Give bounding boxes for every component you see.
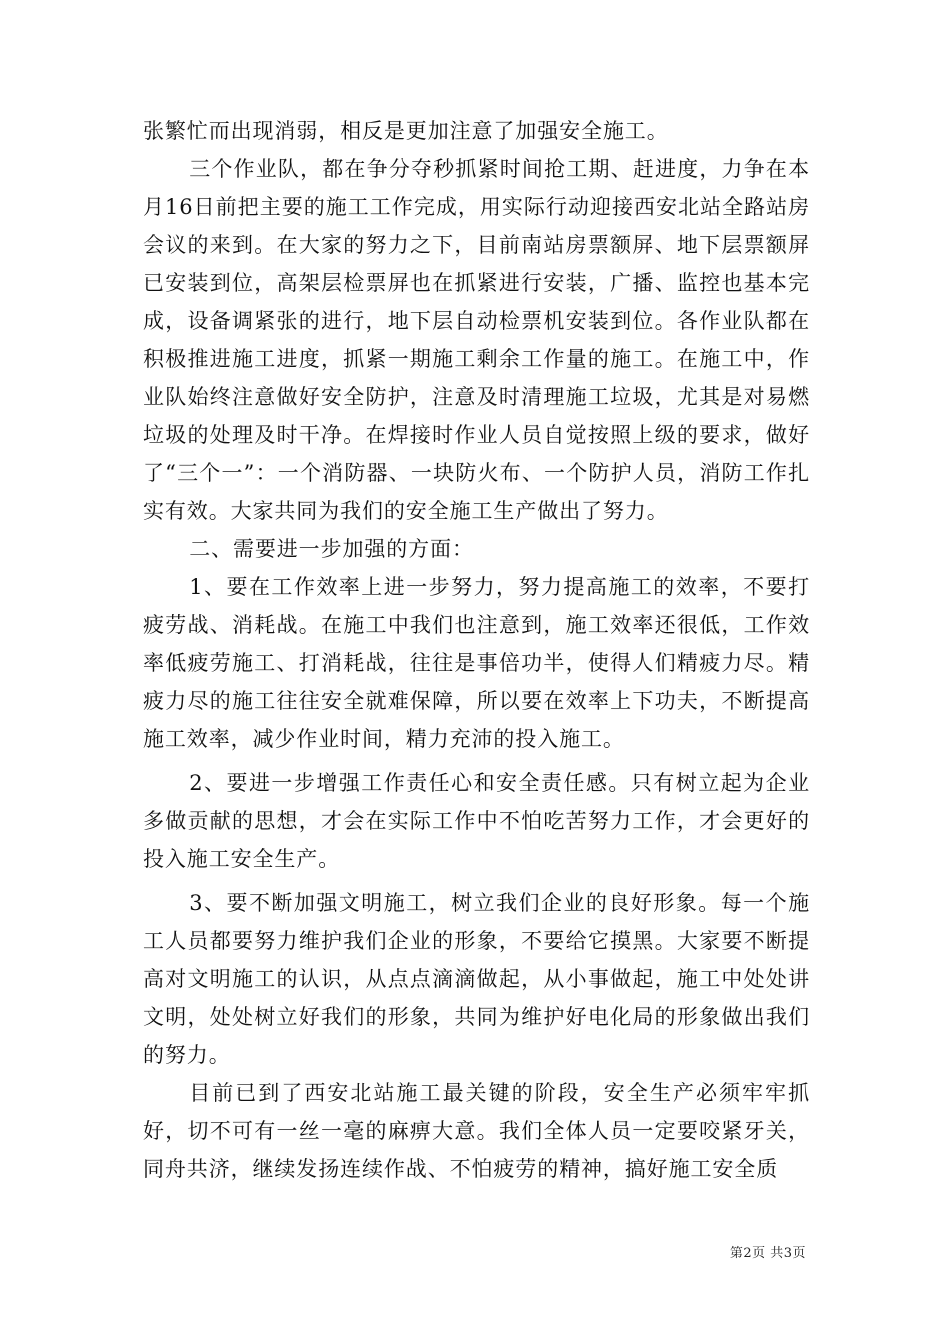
- paragraph-point-3: 3、要不断加强文明施工，树立我们企业的良好形象。每一个施工人员都要努力维护我们企业的形象，不要给它摸黑。大家要不断提高对文明施工的认识，从点点滴滴做起，从小事做起，施工中处处讲文明，处处树立好我们的形象，共同为维护好电化局的形象做出我们的努力。: [143, 891, 810, 1067]
- paragraph-point-2: 2、要进一步增强工作责任心和安全责任感。只有树立起为企业多做贡献的思想，才会在实际工作中不怕吃苦努力工作，才会更好的投入施工安全生产。: [143, 771, 810, 871]
- section-heading-improvements: 二、需要进一步加强的方面：: [189, 537, 474, 561]
- paragraph-continuation: 张繁忙而出现消弱，相反是更加注意了加强安全施工。: [143, 119, 669, 143]
- paragraph-point-1: 1、要在工作效率上进一步努力，努力提高施工的效率，不要打疲劳战、消耗战。在施工中我们也注意到，施工效率还很低，工作效率低疲劳施工、打消耗战，往往是事倍功半，使得人们精疲力尽。精疲力尽的施工往往安全就难保障，所以要在效率上下功夫，不断提高施工效率，减少作业时间，精力充沛的投入施工。: [143, 575, 810, 751]
- paragraph-conclusion: 目前已到了西安北站施工最关键的阶段，安全生产必须牢牢抓好，切不可有一丝一毫的麻痹大意。我们全体人员一定要咬紧牙关，同舟共济，继续发扬连续作战、不怕疲劳的精神，搞好施工安全质: [143, 1081, 810, 1181]
- document-body: [143, 112, 810, 1188]
- paragraph-work-teams: 三个作业队，都在争分夺秒抓紧时间抢工期、赶进度，力争在本月16日前把主要的施工工作完成，用实际行动迎接西安北站全路站房会议的来到。在大家的努力之下，目前南站房票额屏、地下层票额屏已安装到位，高架层检票屏也在抓紧进行安装，广播、监控也基本完成，设备调紧张的进行，地下层自动检票机安装到位。各作业队都在积极推进施工进度，抓紧一期施工剩余工作量的施工。在施工中，作业队始终注意做好安全防护，注意及时清理施工垃圾，尤其是对易燃垃圾的处理及时干净。在焊接时作业人员自觉按照上级的要求，做好了“三个一”：一个消防器、一块防火布、一个防护人员，消防工作扎实有效。大家共同为我们的安全施工生产做出了努力。: [143, 157, 810, 523]
- page-number-footer: 第2页 共3页: [729, 1246, 806, 1261]
